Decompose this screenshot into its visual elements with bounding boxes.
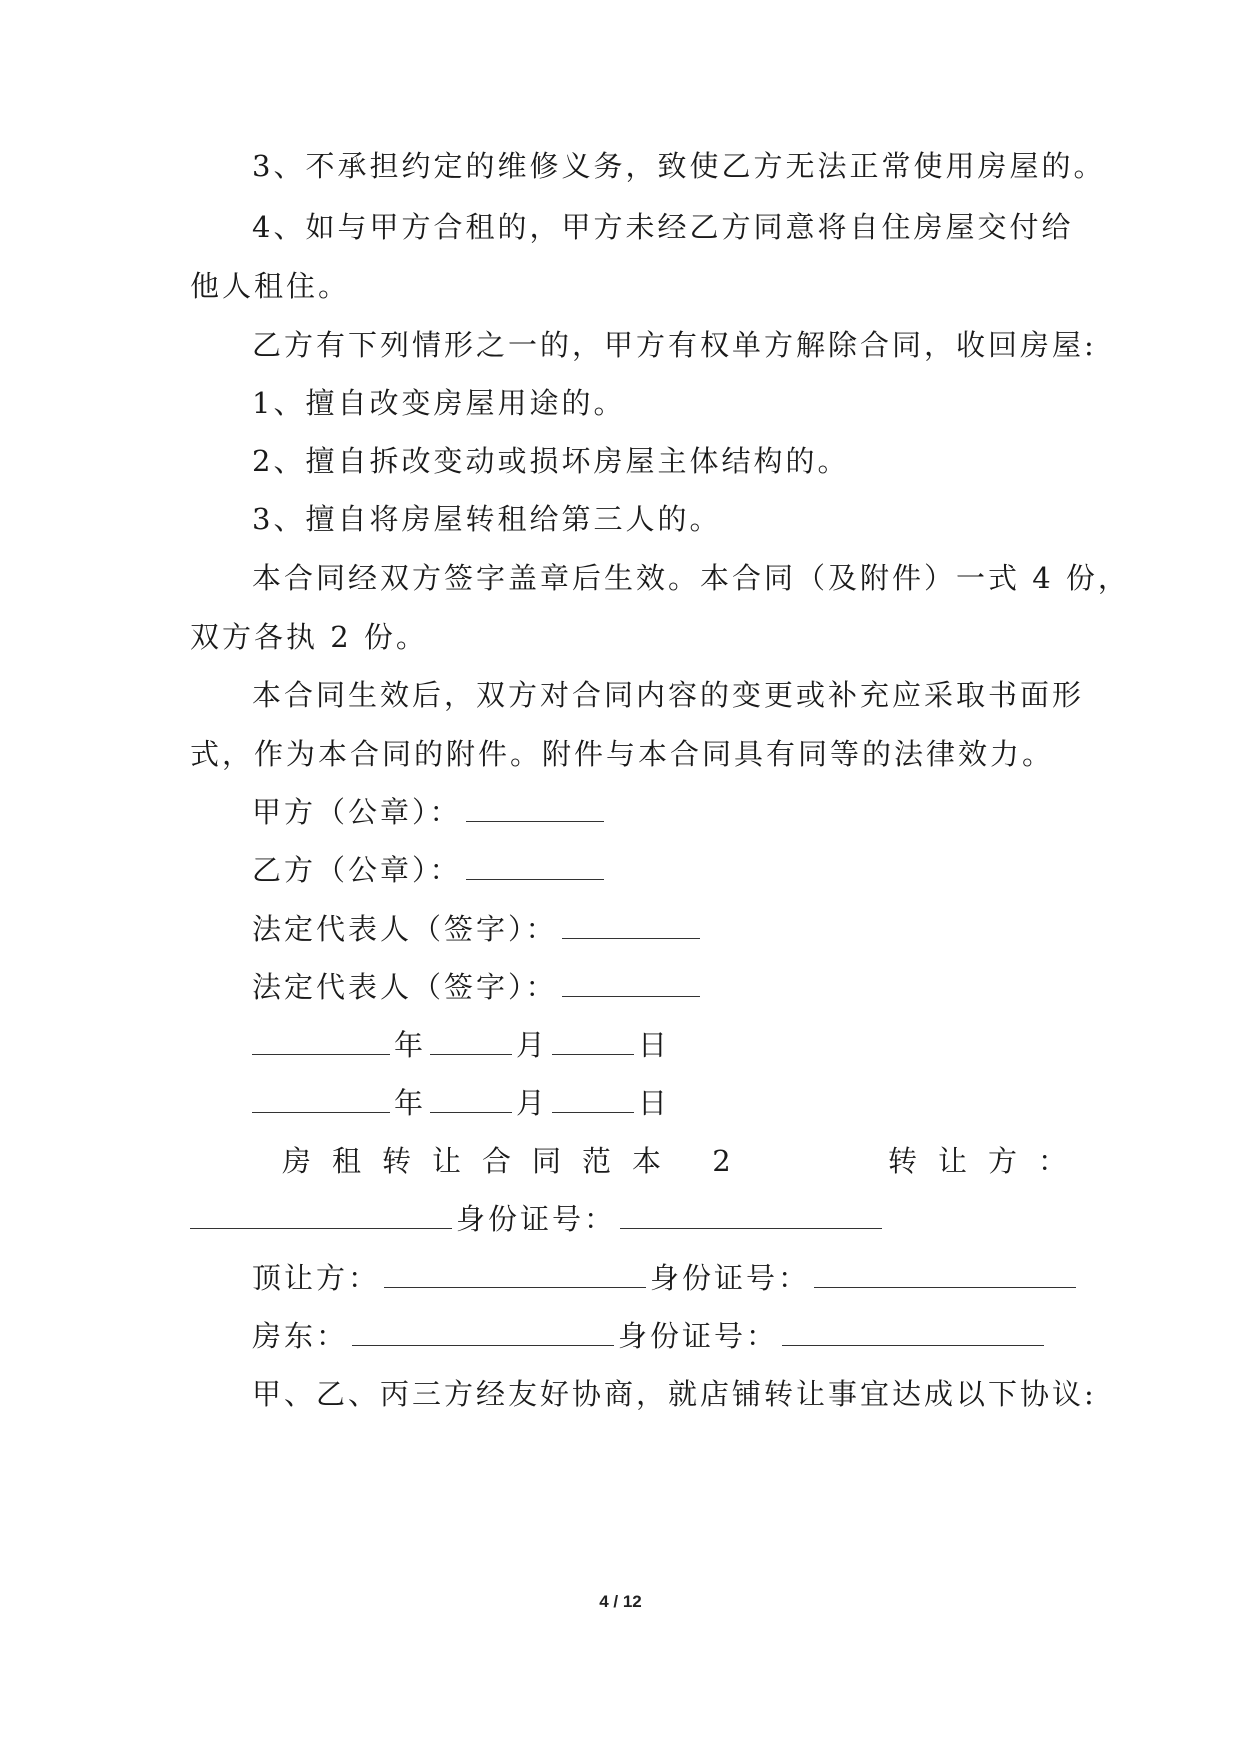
- paragraph-line: 式，作为本合同的附件。附件与本合同具有同等的法律效力。: [190, 737, 1055, 771]
- transferee-id-blank: [814, 1259, 1076, 1288]
- transferor-label: 转让方：: [888, 1144, 1089, 1178]
- transferee-name-blank: [384, 1259, 646, 1288]
- year-blank: [252, 1084, 390, 1113]
- transferor-name-blank: [190, 1200, 452, 1229]
- month-blank: [430, 1084, 512, 1113]
- legal-rep-line-2: [252, 967, 704, 1007]
- transferor-id-line: [190, 1199, 886, 1239]
- party-b-seal-blank: [466, 851, 604, 880]
- paragraph-line: 1、擅自改变房屋用途的。: [252, 386, 626, 420]
- id-number-label: 身份证号：: [650, 1261, 811, 1295]
- legal-rep-blank: [562, 910, 700, 939]
- party-b-seal-line: [252, 850, 608, 890]
- paragraph-line: 2、擅自拆改变动或损坏房屋主体结构的。: [252, 444, 850, 478]
- month-blank: [430, 1026, 512, 1055]
- landlord-line: [252, 1316, 1048, 1356]
- paragraph-line: 他人租住。: [190, 269, 351, 303]
- transferee-line: [252, 1258, 1080, 1298]
- legal-rep-label: 法定代表人（签字）：: [252, 970, 558, 1004]
- paragraph-line: 3、不承担约定的维修义务，致使乙方无法正常使用房屋的。: [252, 149, 1106, 183]
- legal-rep-line-1: [252, 909, 704, 949]
- agreement-intro: 甲、乙、丙三方经友好协商，就店铺转让事宜达成以下协议:: [252, 1377, 1097, 1411]
- party-a-seal-label: 甲方（公章）：: [252, 795, 462, 829]
- date-line-2: [252, 1083, 670, 1123]
- transferor-id-blank: [620, 1200, 882, 1229]
- page-number: 4 / 12: [599, 1592, 642, 1611]
- landlord-name-blank: [352, 1317, 614, 1346]
- landlord-label: 房东：: [252, 1319, 349, 1353]
- id-number-label: 身份证号：: [618, 1319, 779, 1353]
- day-blank: [552, 1026, 634, 1055]
- day-label: 日: [638, 1028, 671, 1062]
- id-number-label: 身份证号：: [456, 1202, 617, 1236]
- year-blank: [252, 1026, 390, 1055]
- paragraph-line: 本合同生效后，双方对合同内容的变更或补充应采取书面形: [252, 678, 1085, 712]
- contract-2-title: 房租转让合同范本 2: [282, 1144, 752, 1178]
- year-label: 年: [394, 1086, 427, 1120]
- day-blank: [552, 1084, 634, 1113]
- year-label: 年: [394, 1028, 427, 1062]
- paragraph-line: 3、擅自将房屋转租给第三人的。: [252, 502, 722, 536]
- party-b-seal-label: 乙方（公章）：: [252, 853, 462, 887]
- transferee-label: 顶让方：: [252, 1261, 381, 1295]
- party-a-seal-blank: [466, 793, 604, 822]
- legal-rep-blank: [562, 968, 700, 997]
- month-label: 月: [516, 1086, 549, 1120]
- day-label: 日: [638, 1086, 671, 1120]
- paragraph-line: 本合同经双方签字盖章后生效。本合同（及附件）一式 4 份，: [252, 561, 1130, 595]
- party-a-seal-line: [252, 792, 608, 832]
- paragraph-line: 双方各执 2 份。: [190, 620, 428, 654]
- landlord-id-blank: [782, 1317, 1044, 1346]
- date-line-1: [252, 1025, 670, 1065]
- paragraph-line: 4、如与甲方合租的，甲方未经乙方同意将自住房屋交付给: [252, 210, 1074, 244]
- month-label: 月: [516, 1028, 549, 1062]
- legal-rep-label: 法定代表人（签字）：: [252, 912, 558, 946]
- paragraph-line: 乙方有下列情形之一的，甲方有权单方解除合同，收回房屋:: [252, 328, 1097, 362]
